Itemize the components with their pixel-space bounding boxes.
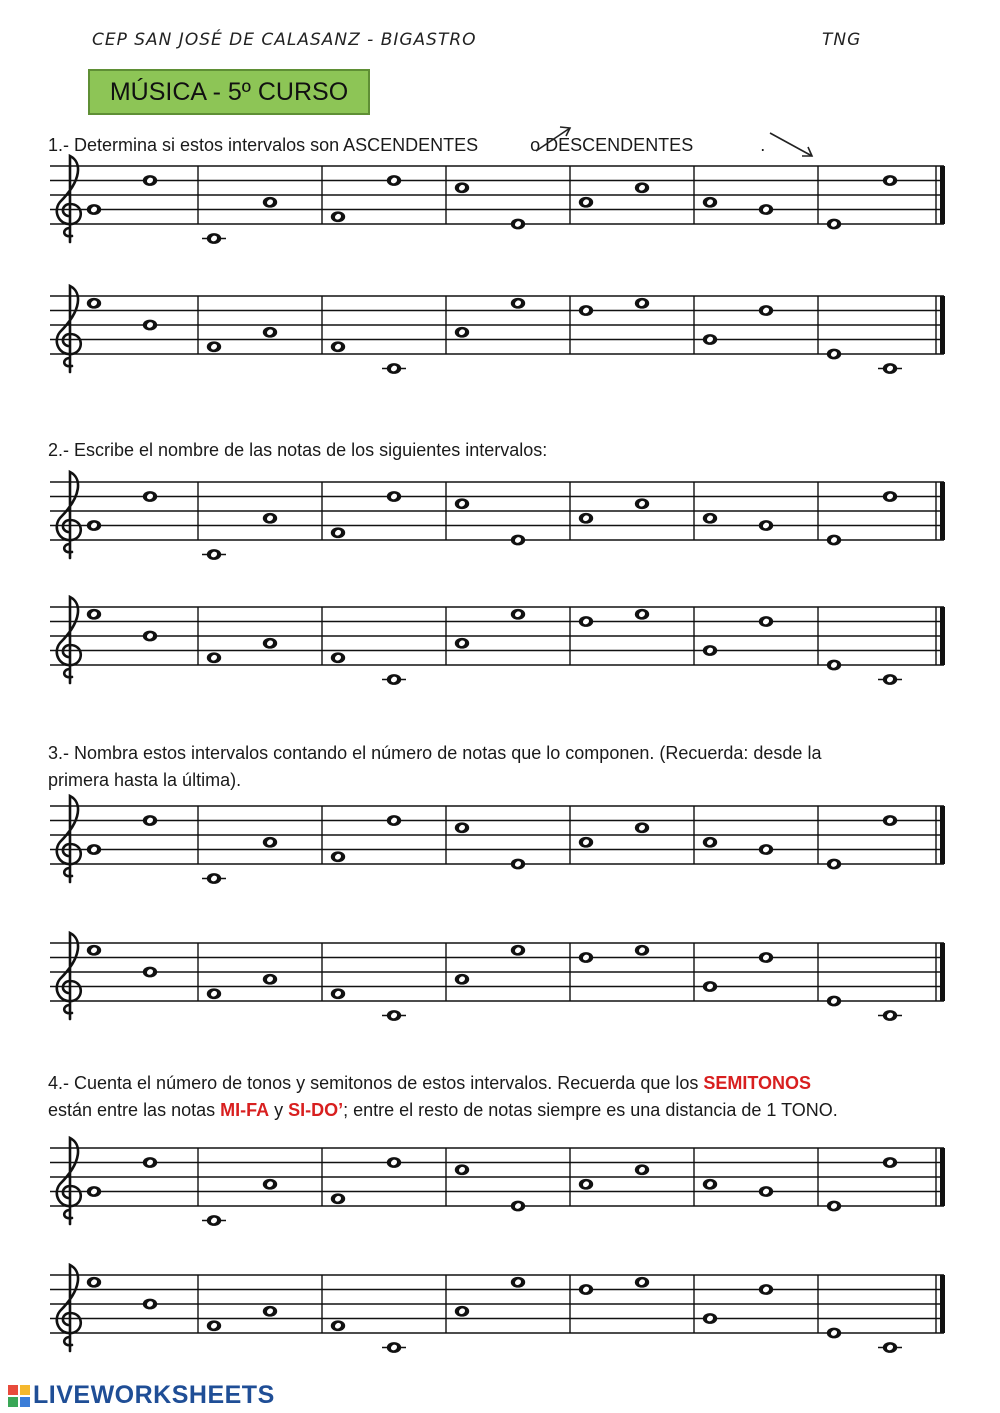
whole-note	[579, 1284, 593, 1295]
whole-note	[511, 1277, 525, 1288]
whole-note	[382, 1010, 406, 1021]
whole-note	[382, 1342, 406, 1353]
whole-note	[455, 974, 469, 985]
staff	[50, 156, 945, 244]
whole-note	[703, 197, 717, 208]
whole-note	[579, 513, 593, 524]
whole-note	[207, 652, 221, 663]
whole-note	[331, 851, 345, 862]
final-bar-thick	[940, 607, 945, 665]
whole-note	[455, 1306, 469, 1317]
whole-note	[759, 952, 773, 963]
whole-note	[143, 815, 157, 826]
whole-note	[579, 616, 593, 627]
staff	[50, 597, 945, 685]
si-do-emphasis: SI-DO’	[288, 1100, 344, 1120]
whole-note	[759, 844, 773, 855]
whole-note	[331, 988, 345, 999]
teacher-initials: TNG	[822, 30, 862, 50]
staff	[50, 933, 945, 1021]
treble-clef-icon	[57, 286, 81, 372]
whole-note	[579, 1179, 593, 1190]
whole-note	[635, 945, 649, 956]
semitonos-emphasis: SEMITONOS	[703, 1073, 812, 1093]
whole-note	[827, 1328, 841, 1339]
whole-note	[202, 233, 226, 244]
staff	[50, 796, 945, 884]
whole-note	[87, 520, 101, 531]
final-bar-thick	[940, 943, 945, 1001]
whole-note	[387, 491, 401, 502]
whole-note	[878, 1342, 902, 1353]
whole-note	[703, 513, 717, 524]
whole-note	[827, 349, 841, 360]
final-bar-thick	[940, 296, 945, 354]
whole-note	[455, 1164, 469, 1175]
whole-note	[387, 175, 401, 186]
whole-note	[827, 859, 841, 870]
whole-note	[143, 175, 157, 186]
whole-note	[143, 1157, 157, 1168]
whole-note	[878, 674, 902, 685]
whole-note	[382, 363, 406, 374]
whole-note	[331, 652, 345, 663]
question-2: 2.- Escribe el nombre de las notas de los siguientes intervalos:	[48, 440, 548, 460]
whole-note	[827, 1201, 841, 1212]
whole-note	[635, 609, 649, 620]
mi-fa-emphasis: MI-FA	[220, 1100, 270, 1120]
whole-note	[202, 873, 226, 884]
whole-note	[143, 320, 157, 331]
whole-note	[263, 197, 277, 208]
question-4-part-4: ; entre el resto de notas siempre es una distancia de 1 TONO.	[343, 1100, 838, 1120]
whole-note	[883, 815, 897, 826]
question-3-line-2: primera hasta la última).	[48, 770, 242, 790]
whole-note	[263, 513, 277, 524]
whole-note	[511, 535, 525, 546]
whole-note	[511, 859, 525, 870]
liveworksheets-logo-text: LIVEWORKSHEETS	[33, 1381, 275, 1409]
whole-note	[703, 981, 717, 992]
question-1-prefix: 1.- Determina si estos intervalos son ASCENDENTES	[48, 135, 479, 155]
whole-note	[511, 609, 525, 620]
whole-note	[703, 334, 717, 345]
worksheet-title-text: MÚSICA - 5º CURSO	[109, 77, 349, 106]
whole-note	[87, 1186, 101, 1197]
whole-note	[263, 327, 277, 338]
whole-note	[455, 822, 469, 833]
whole-note	[759, 616, 773, 627]
whole-note	[87, 1277, 101, 1288]
whole-note	[207, 341, 221, 352]
whole-note	[87, 945, 101, 956]
whole-note	[703, 1313, 717, 1324]
whole-note	[883, 491, 897, 502]
whole-note	[878, 1010, 902, 1021]
whole-note	[263, 1179, 277, 1190]
staff	[50, 286, 945, 374]
whole-note	[703, 837, 717, 848]
whole-note	[202, 1215, 226, 1226]
final-bar-thick	[940, 166, 945, 224]
whole-note	[87, 844, 101, 855]
whole-note	[331, 527, 345, 538]
whole-note	[878, 363, 902, 374]
whole-note	[883, 1157, 897, 1168]
whole-note	[635, 822, 649, 833]
whole-note	[207, 988, 221, 999]
whole-note	[827, 219, 841, 230]
whole-note	[143, 1299, 157, 1310]
question-3-line-1: 3.- Nombra estos intervalos contando el número de notas que lo componen. (Recuerda: desde la	[48, 743, 822, 763]
whole-note	[579, 197, 593, 208]
whole-note	[759, 520, 773, 531]
school-header: CEP SAN JOSÉ DE CALASANZ - BIGASTRO	[92, 30, 477, 50]
whole-note	[331, 341, 345, 352]
whole-note	[511, 1201, 525, 1212]
whole-note	[207, 1320, 221, 1331]
whole-note	[703, 645, 717, 656]
whole-note	[87, 609, 101, 620]
question-1-suffix: .	[760, 135, 766, 155]
whole-note	[455, 498, 469, 509]
whole-note	[635, 298, 649, 309]
treble-clef-icon	[57, 597, 81, 683]
staff	[50, 1138, 945, 1226]
question-4-part-3: y	[269, 1100, 289, 1120]
final-bar-thick	[940, 1148, 945, 1206]
final-bar-thick	[940, 806, 945, 864]
whole-note	[827, 996, 841, 1007]
whole-note	[759, 1186, 773, 1197]
question-4-part-2: están entre las notas	[48, 1100, 221, 1120]
treble-clef-icon	[57, 933, 81, 1019]
whole-note	[87, 298, 101, 309]
whole-note	[635, 498, 649, 509]
liveworksheets-logo	[8, 1381, 275, 1410]
staff	[50, 1265, 945, 1353]
whole-note	[827, 660, 841, 671]
whole-note	[387, 1157, 401, 1168]
whole-note	[635, 1164, 649, 1175]
whole-note	[579, 952, 593, 963]
whole-note	[759, 1284, 773, 1295]
treble-clef-icon	[57, 796, 81, 882]
whole-note	[827, 535, 841, 546]
final-bar-thick	[940, 1275, 945, 1333]
whole-note	[263, 837, 277, 848]
whole-note	[143, 967, 157, 978]
whole-note	[455, 182, 469, 193]
liveworksheets-logo-icon	[8, 1385, 30, 1407]
whole-note	[635, 1277, 649, 1288]
question-1-middle: o DESCENDENTES	[530, 135, 694, 155]
treble-clef-icon	[57, 1265, 81, 1351]
whole-note	[263, 1306, 277, 1317]
whole-note	[883, 175, 897, 186]
whole-note	[511, 298, 525, 309]
staff	[50, 472, 945, 560]
whole-note	[263, 974, 277, 985]
whole-note	[579, 305, 593, 316]
whole-note	[759, 204, 773, 215]
whole-note	[511, 945, 525, 956]
whole-note	[143, 491, 157, 502]
whole-note	[331, 1193, 345, 1204]
whole-note	[511, 219, 525, 230]
whole-note	[331, 211, 345, 222]
whole-note	[202, 549, 226, 560]
question-4-part-1: 4.- Cuenta el número de tonos y semitonos de estos intervalos. Recuerda que los	[48, 1073, 704, 1093]
whole-note	[635, 182, 649, 193]
whole-note	[703, 1179, 717, 1190]
whole-note	[331, 1320, 345, 1331]
whole-note	[455, 638, 469, 649]
treble-clef-icon	[57, 1138, 81, 1224]
whole-note	[387, 815, 401, 826]
whole-note	[382, 674, 406, 685]
whole-note	[143, 631, 157, 642]
whole-note	[87, 204, 101, 215]
whole-note	[455, 327, 469, 338]
treble-clef-icon	[57, 472, 81, 558]
treble-clef-icon	[57, 156, 81, 242]
whole-note	[263, 638, 277, 649]
whole-note	[759, 305, 773, 316]
whole-note	[579, 837, 593, 848]
final-bar-thick	[940, 482, 945, 540]
